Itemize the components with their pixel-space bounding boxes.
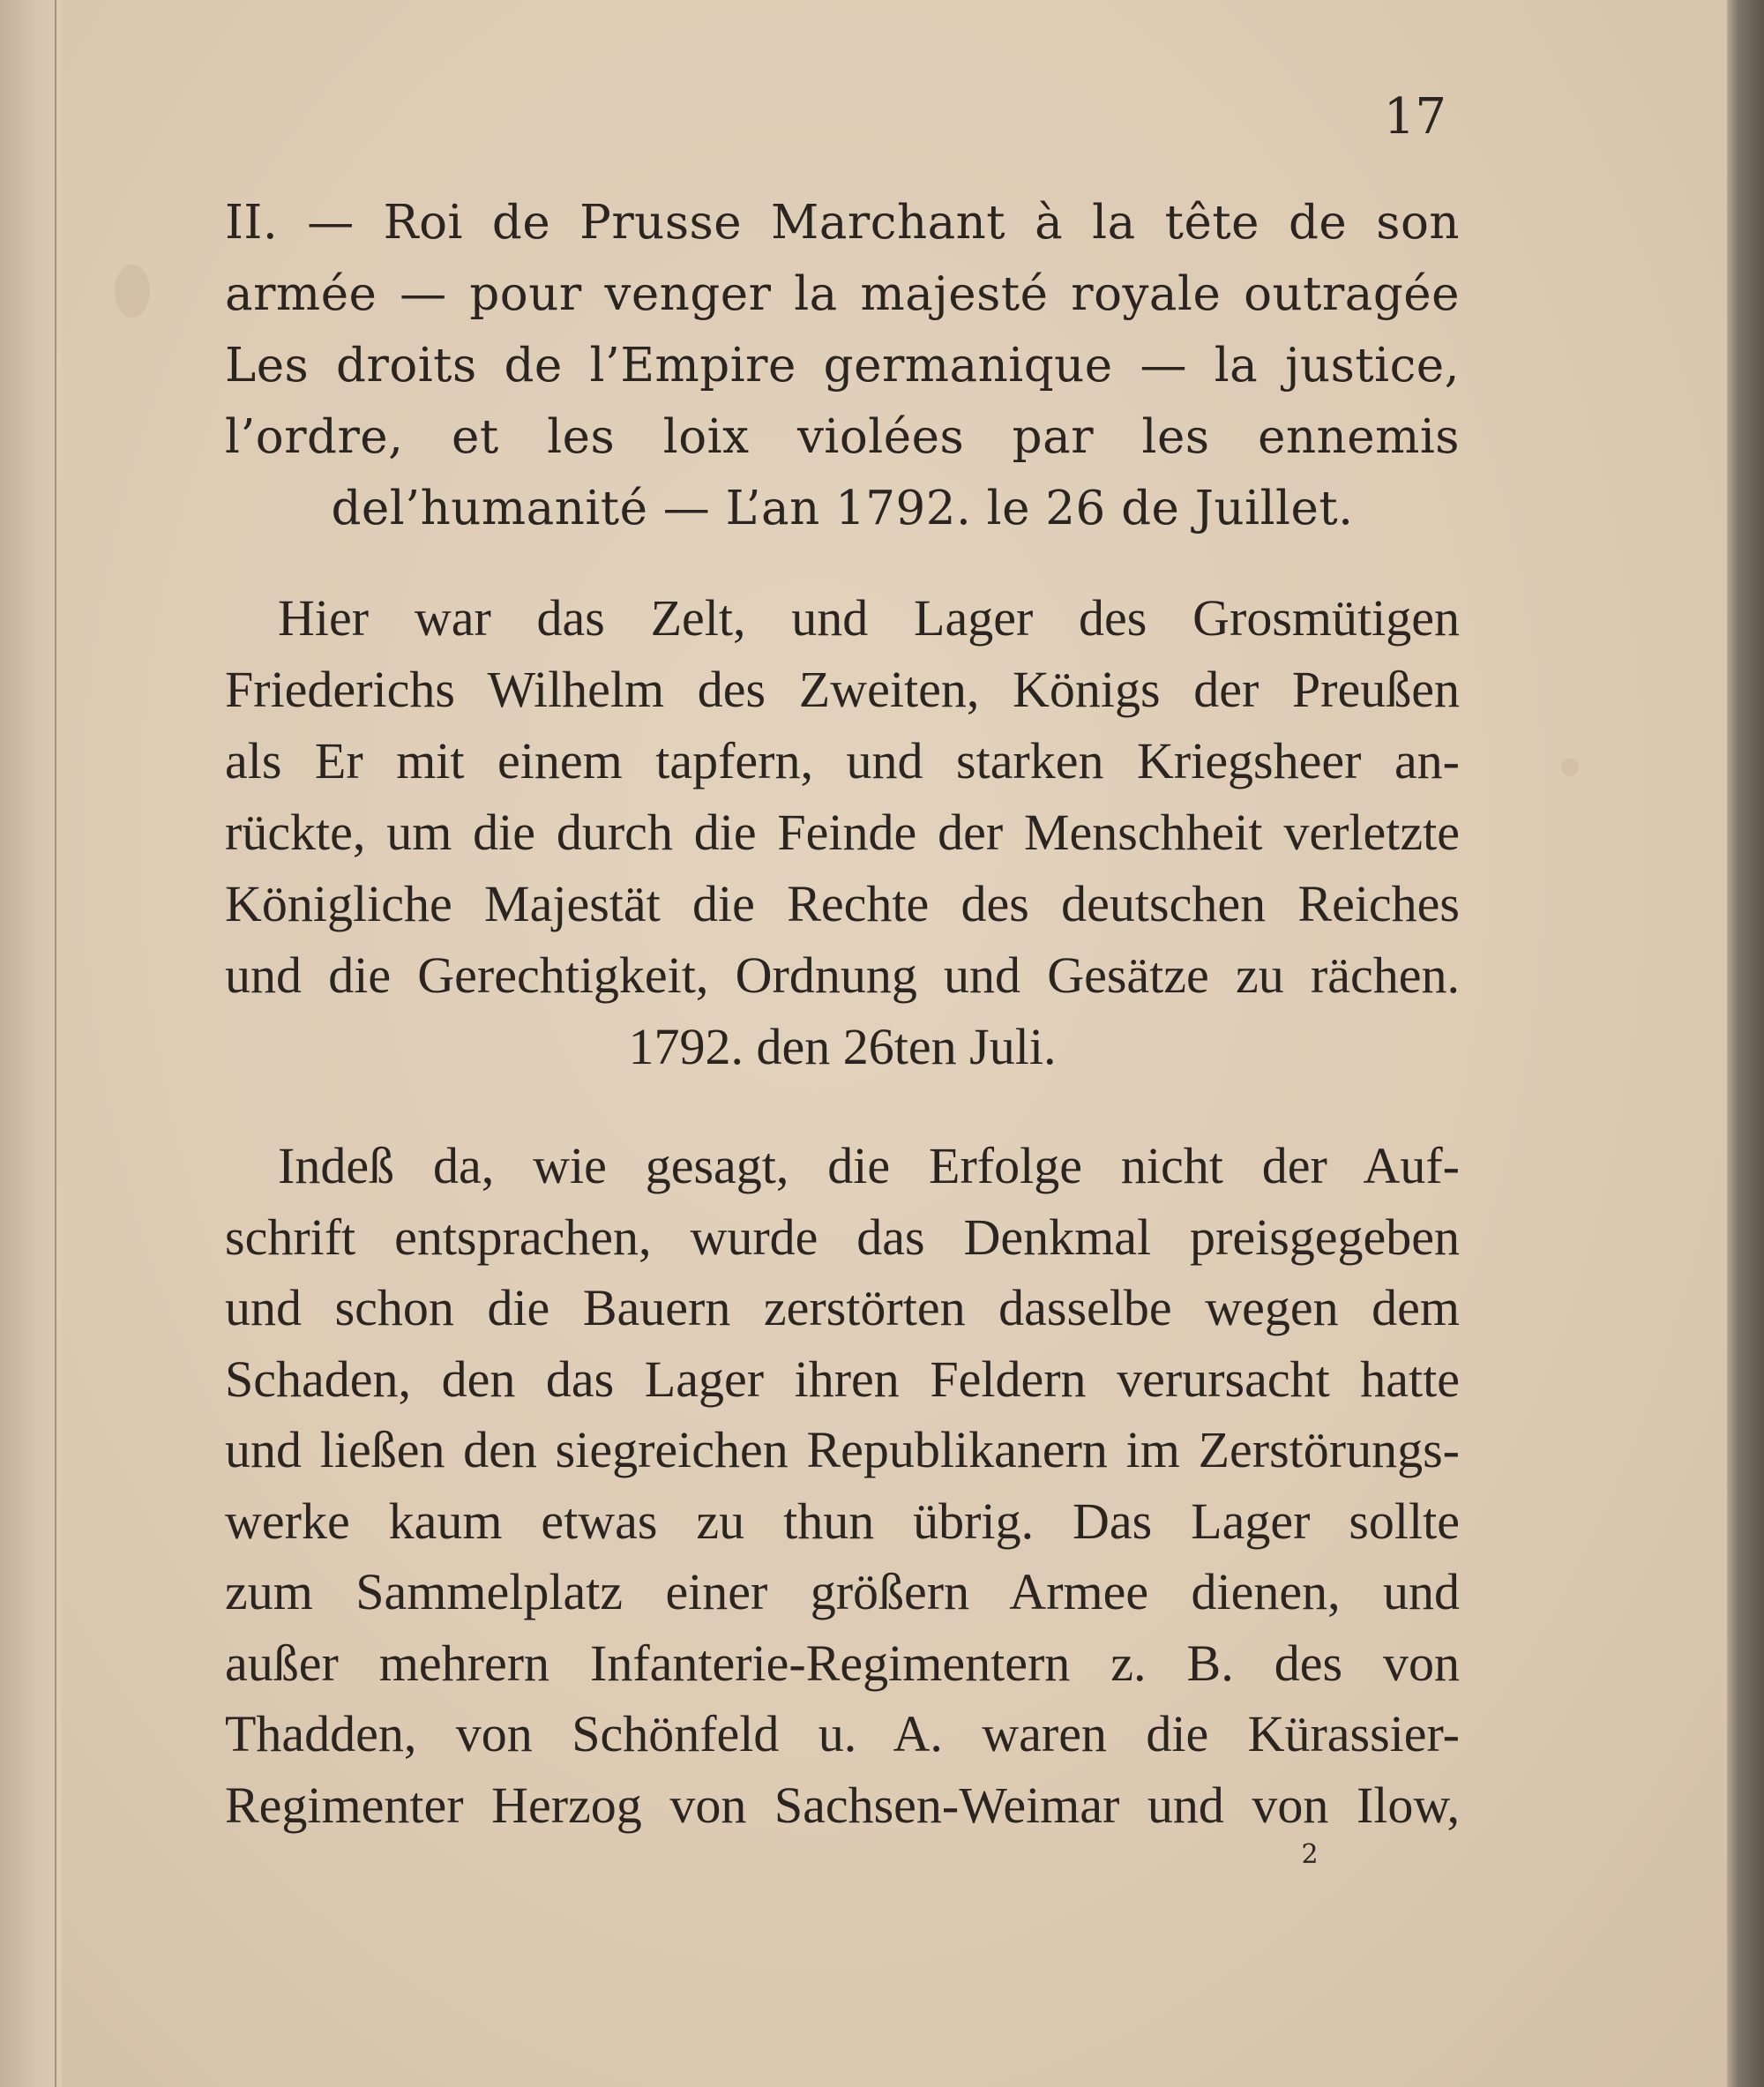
inscription-line: del’humanité — L’an 1792. le 26 de Juillet. bbox=[331, 482, 1354, 535]
paragraph-line: zum Sammelplatz einer größern Armee dienen, und bbox=[225, 1563, 1460, 1620]
paper-stain bbox=[1561, 759, 1579, 776]
paragraph-line: Regimenter Herzog von Sachsen-Weimar und von Ilow, bbox=[225, 1776, 1460, 1834]
translation-line: 1792. den 26ten Juli. bbox=[628, 1018, 1057, 1075]
german-paragraph bbox=[225, 1131, 1460, 1841]
german-translation bbox=[225, 582, 1460, 1082]
translation-line: und die Gerechtigkeit, Ordnung und Gesätze zu rächen. bbox=[225, 946, 1460, 1004]
paragraph-line: Thadden, von Schönfeld u. A. waren die Kürassier- bbox=[225, 1705, 1460, 1762]
inscription-line: Les droits de l’Empire germanique — la justice, bbox=[225, 339, 1460, 393]
book-gutter bbox=[0, 0, 62, 2087]
page-number: 17 bbox=[1383, 88, 1446, 146]
paragraph-line: Schaden, den das Lager ihren Feldern verursacht hatte bbox=[225, 1350, 1460, 1408]
translation-line: Hier war das Zelt, und Lager des Grosmütigen bbox=[278, 589, 1460, 647]
inscription-line: l’ordre, et les loix violées par les ennemis bbox=[225, 410, 1460, 464]
translation-line: rückte, um die durch die Feinde der Menschheit verletzte bbox=[225, 804, 1460, 861]
inscription-line: II. — Roi de Prusse Marchant à la tête de son bbox=[225, 196, 1460, 250]
paragraph-line: und ließen den siegreichen Republikanern im Zerstörungs- bbox=[225, 1421, 1460, 1478]
paragraph-line: Indeß da, wie gesagt, die Erfolge nicht der Auf- bbox=[278, 1137, 1460, 1194]
page-edge bbox=[1727, 0, 1764, 2087]
paragraph-line: werke kaum etwas zu thun übrig. Das Lager sollte bbox=[225, 1492, 1460, 1550]
translation-line: Friederichs Wilhelm des Zweiten, Königs der Preußen bbox=[225, 661, 1460, 718]
paragraph-line: schrift entsprachen, wurde das Denkmal preisgegeben bbox=[225, 1208, 1460, 1266]
gutter-fold bbox=[55, 0, 56, 2087]
translation-line: als Er mit einem tapfern, und starken Kriegsheer an- bbox=[225, 732, 1460, 789]
inscription-line: armée — pour venger la majesté royale outragée bbox=[225, 267, 1460, 321]
translation-line: Königliche Majestät die Rechte des deutschen Reiches bbox=[225, 875, 1460, 932]
paper-stain bbox=[115, 265, 150, 318]
french-inscription bbox=[225, 187, 1460, 544]
paragraph-line: außer mehrern Infanterie-Regimentern z. B. des von bbox=[225, 1634, 1460, 1692]
signature-mark: 2 bbox=[1301, 1839, 1319, 1870]
paragraph-line: und schon die Bauern zerstörten dasselbe wegen dem bbox=[225, 1279, 1460, 1336]
